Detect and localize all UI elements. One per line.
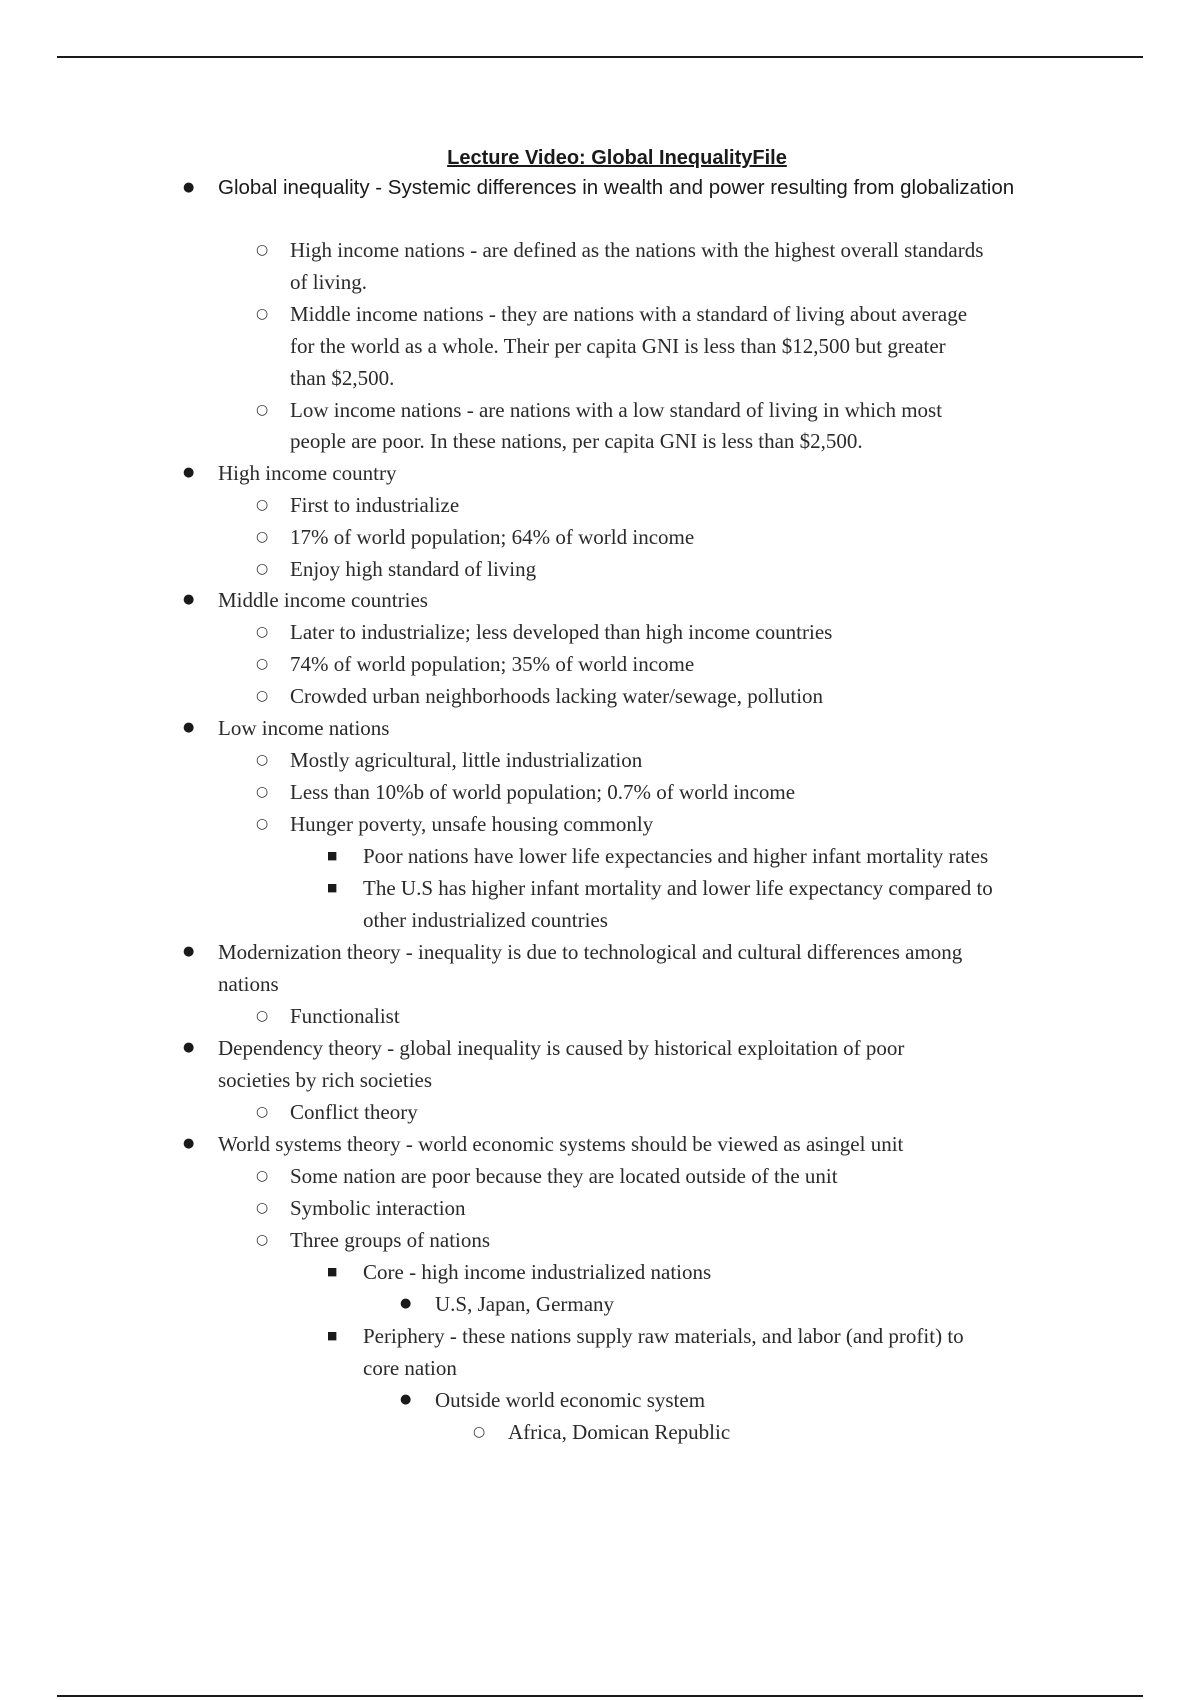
bullet-circle-icon: ○ bbox=[256, 688, 269, 704]
list-item: 17% of world population; 64% of world income bbox=[290, 525, 695, 549]
list-item: Dependency theory - global inequality is caused by historical exploitation of poor bbox=[218, 1036, 905, 1060]
list-item-continuation: for the world as a whole. Their per capita GNI is less than $12,500 but greater bbox=[290, 334, 946, 358]
list-item-continuation: of living. bbox=[290, 270, 367, 294]
list-item-continuation: societies by rich societies bbox=[218, 1068, 433, 1092]
list-item-continuation: nations bbox=[218, 972, 279, 996]
bullet-disc-icon: ● bbox=[183, 944, 195, 959]
list-item: First to industrialize bbox=[290, 493, 460, 517]
list-item: Africa, Domican Republic bbox=[508, 1420, 731, 1444]
bullet-circle-icon: ○ bbox=[256, 1104, 269, 1120]
bullet-circle-icon: ○ bbox=[256, 1232, 269, 1248]
top-rule bbox=[57, 56, 1143, 58]
list-item: Crowded urban neighborhoods lacking water/sewage, pollution bbox=[290, 684, 824, 708]
bullet-disc-icon: ● bbox=[400, 1296, 412, 1311]
bullet-circle-icon: ○ bbox=[256, 1200, 269, 1216]
list-item: High income nations - are defined as the nations with the highest overall standards bbox=[290, 238, 984, 262]
bullet-circle-icon: ○ bbox=[256, 624, 269, 640]
bullet-circle-icon: ○ bbox=[256, 242, 269, 258]
bullet-square-icon: ■ bbox=[327, 1329, 338, 1342]
list-item: Core - high income industrialized nations bbox=[363, 1260, 712, 1284]
list-item: Middle income nations - they are nations with a standard of living about average bbox=[290, 302, 968, 326]
bullet-disc-icon: ● bbox=[183, 180, 195, 195]
list-item: Some nation are poor because they are located outside of the unit bbox=[290, 1164, 838, 1188]
bullet-disc-icon: ● bbox=[183, 592, 195, 607]
list-item: Enjoy high standard of living bbox=[290, 557, 537, 581]
bottom-rule bbox=[57, 1695, 1143, 1697]
bullet-square-icon: ■ bbox=[327, 881, 338, 894]
list-item: Mostly agricultural, little industrialization bbox=[290, 748, 643, 772]
bullet-circle-icon: ○ bbox=[256, 752, 269, 768]
list-item: Conflict theory bbox=[290, 1100, 418, 1124]
bullet-square-icon: ■ bbox=[327, 1265, 338, 1278]
list-item: Poor nations have lower life expectancies and higher infant mortality rates bbox=[363, 844, 989, 868]
bullet-circle-icon: ○ bbox=[256, 1168, 269, 1184]
document-title: Lecture Video: Global InequalityFile bbox=[447, 147, 787, 169]
list-item-continuation: core nation bbox=[363, 1356, 457, 1380]
list-item: Periphery - these nations supply raw materials, and labor (and profit) to bbox=[363, 1324, 964, 1348]
bullet-circle-icon: ○ bbox=[256, 561, 269, 577]
list-item: Middle income countries bbox=[218, 588, 428, 612]
bullet-circle-icon: ○ bbox=[473, 1424, 486, 1440]
bullet-disc-icon: ● bbox=[183, 1040, 195, 1055]
bullet-disc-icon: ● bbox=[400, 1392, 412, 1407]
list-item: The U.S has higher infant mortality and lower life expectancy compared to bbox=[363, 876, 993, 900]
bullet-circle-icon: ○ bbox=[256, 656, 269, 672]
list-item: Outside world economic system bbox=[435, 1388, 706, 1412]
list-item-continuation: people are poor. In these nations, per capita GNI is less than $2,500. bbox=[290, 429, 863, 453]
list-item: U.S, Japan, Germany bbox=[435, 1292, 615, 1316]
bullet-disc-icon: ● bbox=[183, 1136, 195, 1151]
bullet-disc-icon: ● bbox=[183, 465, 195, 480]
bullet-circle-icon: ○ bbox=[256, 529, 269, 545]
bullet-square-icon: ■ bbox=[327, 849, 338, 862]
list-item: Low income nations bbox=[218, 716, 390, 740]
bullet-circle-icon: ○ bbox=[256, 784, 269, 800]
list-item: Modernization theory - inequality is due to technological and cultural differences among bbox=[218, 940, 963, 964]
list-item: Functionalist bbox=[290, 1004, 400, 1028]
list-item: High income country bbox=[218, 461, 397, 485]
list-item: Less than 10%b of world population; 0.7% of world income bbox=[290, 780, 796, 804]
bullet-circle-icon: ○ bbox=[256, 816, 269, 832]
bullet-circle-icon: ○ bbox=[256, 306, 269, 322]
bullet-circle-icon: ○ bbox=[256, 497, 269, 513]
list-item: Later to industrialize; less developed than high income countries bbox=[290, 620, 833, 644]
list-item: Global inequality - Systemic differences in wealth and power resulting from globalization bbox=[218, 176, 1015, 199]
list-item: World systems theory - world economic systems should be viewed as asingel unit bbox=[218, 1132, 904, 1156]
list-item: Symbolic interaction bbox=[290, 1196, 466, 1220]
bullet-disc-icon: ● bbox=[183, 720, 195, 735]
list-item: Low income nations - are nations with a low standard of living in which most bbox=[290, 398, 943, 422]
list-item: Hunger poverty, unsafe housing commonly bbox=[290, 812, 654, 836]
list-item-continuation: than $2,500. bbox=[290, 366, 395, 390]
bullet-circle-icon: ○ bbox=[256, 1008, 269, 1024]
list-item-continuation: other industrialized countries bbox=[363, 908, 608, 932]
list-item: 74% of world population; 35% of world income bbox=[290, 652, 695, 676]
bullet-circle-icon: ○ bbox=[256, 402, 269, 418]
list-item: Three groups of nations bbox=[290, 1228, 491, 1252]
